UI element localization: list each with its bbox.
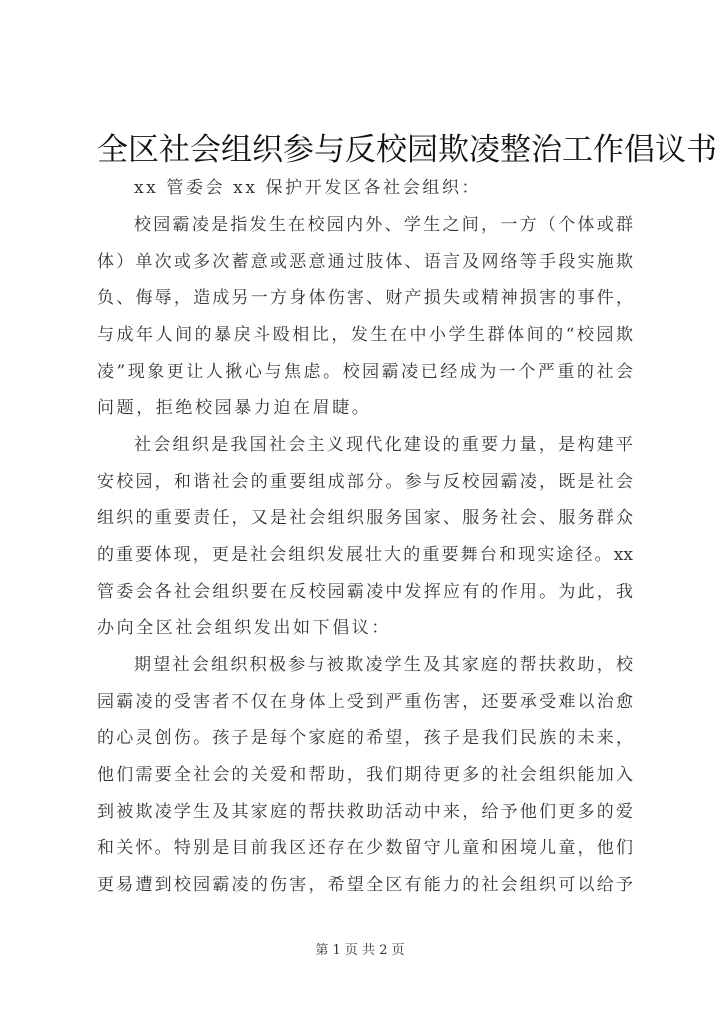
paragraph-line: 校园霸凌是指发生在校园内外、学生之间，一方（个体或群 [134,215,633,235]
paragraph-line: 社会组织是我国社会主义现代化建设的重要力量，是构建平 [134,435,633,455]
paragraph-line: 他们需要全社会的关爱和帮助，我们期待更多的社会组织能加入 [97,765,633,785]
paragraph-line: 安校园，和谐社会的重要组成部分。参与反校园霸凌，既是社会 [97,472,633,492]
document-title: 全区社会组织参与反校园欺凌整治工作倡议书 [97,132,717,168]
paragraph-line: 办向全区社会组织发出如下倡议： [97,618,391,638]
page-number-footer: 第 1 页 共 2 页 [315,943,405,958]
paragraph-line: 凌”现象更让人揪心与焦虑。校园霸凌已经成为一个严重的社会 [97,362,633,382]
paragraph-line: 的重要体现，更是社会组织发展壮大的重要舞台和现实途径。xx [97,545,633,565]
paragraph-line: 体）单次或多次蓄意或恶意通过肢体、语言及网络等手段实施欺 [97,252,633,272]
paragraph-line: 的心灵创伤。孩子是每个家庭的希望，孩子是我们民族的未来， [97,728,633,748]
paragraph-line: 园霸凌的受害者不仅在身体上受到严重伤害，还要承受难以治愈 [97,692,633,712]
paragraph-line: 到被欺凌学生及其家庭的帮扶救助活动中来，给予他们更多的爱 [97,802,633,822]
paragraph-line: 负、侮辱，造成另一方身体伤害、财产损失或精神损害的事件， [97,288,633,308]
paragraph-line: 组织的重要责任，又是社会组织服务国家、服务社会、服务群众 [97,508,633,528]
paragraph-line: 管委会各社会组织要在反校园霸凌中发挥应有的作用。为此，我 [97,582,633,602]
paragraph-line: 和关怀。特别是目前我区还存在少数留守儿童和困境儿童，他们 [97,838,633,858]
paragraph-line: 问题，拒绝校园暴力迫在眉睫。 [97,398,372,418]
paragraph-line: 期望社会组织积极参与被欺凌学生及其家庭的帮扶救助，校 [134,655,633,675]
paragraph-line: 更易遭到校园霸凌的伤害，希望全区有能力的社会组织可以给予 [97,875,633,895]
salutation: xx 管委会 xx 保护开发区各社会组织： [134,178,482,198]
paragraph-line: 与成年人间的暴戾斗殴相比，发生在中小学生群体间的“校园欺 [97,325,633,345]
